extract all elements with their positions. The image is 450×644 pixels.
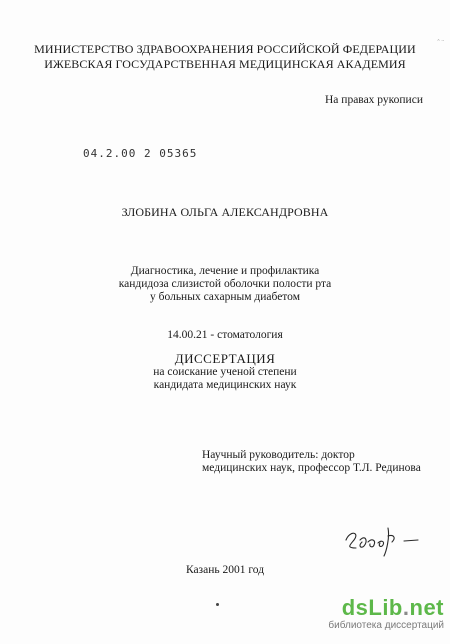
ministry-heading: МИНИСТЕРСТВО ЗДРАВООХРАНЕНИЯ РОССИЙСКОЙ ФЕДЕРАЦИИ [34, 42, 416, 56]
supervisor-line-2: медицинских наук, профессор Т.Л. Рединова [202, 462, 421, 474]
watermark-logo-dot: . [402, 595, 410, 620]
watermark-logo-tld: net [409, 595, 444, 620]
academy-heading: ИЖЕВСКАЯ ГОСУДАРСТВЕННАЯ МЕДИЦИНСКАЯ АКАДЕМИЯ [44, 57, 406, 71]
scan-mark: ˆ ¨ [437, 40, 444, 47]
registration-stamp: 04.2.00 2 05365 [83, 147, 198, 160]
title-line-2: кандидоза слизистой оболочки полости рта [118, 278, 332, 290]
supervisor-line-1: Научный руководитель: доктор [202, 449, 355, 461]
title-line-3: у больных сахарным диабетом [150, 291, 300, 303]
handwritten-signature [340, 518, 430, 558]
title-line-1: Диагностика, лечение и профилактика [130, 265, 320, 277]
manuscript-rights-label: На правах рукописи [325, 94, 423, 106]
watermark-logo-main: dsLib [341, 595, 403, 620]
specialty-code: 14.00.21 - стоматология [167, 329, 283, 341]
watermark-logo [294, 596, 444, 620]
author-name: ЗЛОБИНА ОЛЬГА АЛЕКСАНДРОВНА [121, 205, 329, 219]
degree-line-1: на соискание ученой степени [153, 366, 297, 378]
scan-speck [216, 603, 219, 606]
degree-line-2: кандидата медицинских наук [153, 379, 297, 391]
work-type-heading: ДИССЕРТАЦИЯ [174, 351, 276, 366]
watermark-subtitle: библиотека диссертаций [328, 620, 444, 631]
city-year: Казань 2001 год [185, 564, 265, 576]
dslib-watermark [294, 596, 444, 642]
